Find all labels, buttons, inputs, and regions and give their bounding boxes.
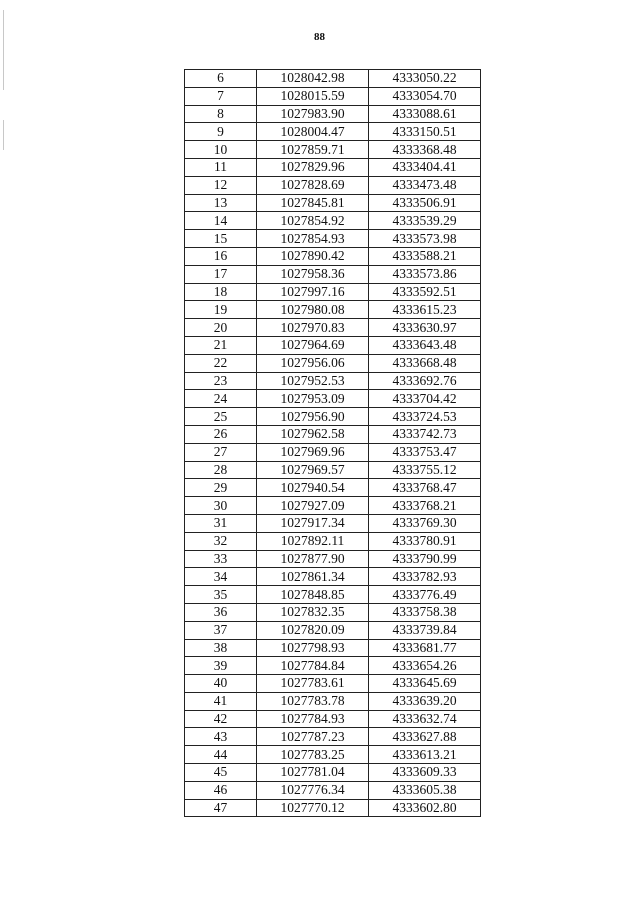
point-number-cell: 40: [185, 675, 257, 693]
point-number-cell: 29: [185, 479, 257, 497]
point-number-cell: 12: [185, 176, 257, 194]
table-row: [185, 497, 481, 515]
coordinates-table: [184, 69, 481, 817]
x-coordinate-cell: 1027770.12: [257, 799, 369, 817]
x-coordinate-cell: 1028004.47: [257, 123, 369, 141]
table-row: [185, 550, 481, 568]
point-number-cell: 28: [185, 461, 257, 479]
point-number-cell: 44: [185, 746, 257, 764]
y-coordinate-cell: 4333776.49: [369, 586, 481, 604]
table-row: [185, 158, 481, 176]
point-number-cell: 46: [185, 781, 257, 799]
x-coordinate-cell: 1027828.69: [257, 176, 369, 194]
y-coordinate-cell: 4333769.30: [369, 514, 481, 532]
x-coordinate-cell: 1027859.71: [257, 141, 369, 159]
y-coordinate-cell: 4333506.91: [369, 194, 481, 212]
y-coordinate-cell: 4333632.74: [369, 710, 481, 728]
point-number-cell: 30: [185, 497, 257, 515]
y-coordinate-cell: 4333755.12: [369, 461, 481, 479]
table-row: [185, 247, 481, 265]
y-coordinate-cell: 4333768.21: [369, 497, 481, 515]
table-row: [185, 639, 481, 657]
table-row: [185, 514, 481, 532]
x-coordinate-cell: 1027787.23: [257, 728, 369, 746]
table-row: [185, 87, 481, 105]
table-row: [185, 443, 481, 461]
table-row: [185, 390, 481, 408]
point-number-cell: 21: [185, 336, 257, 354]
x-coordinate-cell: 1027783.78: [257, 692, 369, 710]
x-coordinate-cell: 1027783.61: [257, 675, 369, 693]
table-row: [185, 799, 481, 817]
table-row: [185, 657, 481, 675]
x-coordinate-cell: 1027953.09: [257, 390, 369, 408]
y-coordinate-cell: 4333088.61: [369, 105, 481, 123]
table-row: [185, 301, 481, 319]
point-number-cell: 39: [185, 657, 257, 675]
table-row: [185, 319, 481, 337]
x-coordinate-cell: 1027854.93: [257, 230, 369, 248]
y-coordinate-cell: 4333790.99: [369, 550, 481, 568]
y-coordinate-cell: 4333573.98: [369, 230, 481, 248]
point-number-cell: 43: [185, 728, 257, 746]
table-row: [185, 141, 481, 159]
y-coordinate-cell: 4333609.33: [369, 764, 481, 782]
table-row: [185, 461, 481, 479]
table-row: [185, 105, 481, 123]
x-coordinate-cell: 1027854.92: [257, 212, 369, 230]
table-row: [185, 764, 481, 782]
point-number-cell: 32: [185, 532, 257, 550]
y-coordinate-cell: 4333780.91: [369, 532, 481, 550]
point-number-cell: 10: [185, 141, 257, 159]
y-coordinate-cell: 4333588.21: [369, 247, 481, 265]
x-coordinate-cell: 1027776.34: [257, 781, 369, 799]
point-number-cell: 34: [185, 568, 257, 586]
table-row: [185, 336, 481, 354]
point-number-cell: 13: [185, 194, 257, 212]
point-number-cell: 37: [185, 621, 257, 639]
x-coordinate-cell: 1027952.53: [257, 372, 369, 390]
scan-edge-mark-top: [3, 10, 4, 90]
y-coordinate-cell: 4333654.26: [369, 657, 481, 675]
point-number-cell: 16: [185, 247, 257, 265]
y-coordinate-cell: 4333054.70: [369, 87, 481, 105]
point-number-cell: 20: [185, 319, 257, 337]
y-coordinate-cell: 4333758.38: [369, 603, 481, 621]
y-coordinate-cell: 4333368.48: [369, 141, 481, 159]
x-coordinate-cell: 1027848.85: [257, 586, 369, 604]
y-coordinate-cell: 4333404.41: [369, 158, 481, 176]
y-coordinate-cell: 4333668.48: [369, 354, 481, 372]
x-coordinate-cell: 1027784.84: [257, 657, 369, 675]
x-coordinate-cell: 1027970.83: [257, 319, 369, 337]
x-coordinate-cell: 1027845.81: [257, 194, 369, 212]
scan-edge-mark-bottom: [3, 120, 4, 150]
y-coordinate-cell: 4333615.23: [369, 301, 481, 319]
x-coordinate-cell: 1027927.09: [257, 497, 369, 515]
table-row: [185, 532, 481, 550]
y-coordinate-cell: 4333704.42: [369, 390, 481, 408]
point-number-cell: 41: [185, 692, 257, 710]
table-row: [185, 568, 481, 586]
table-row: [185, 194, 481, 212]
y-coordinate-cell: 4333150.51: [369, 123, 481, 141]
table-row: [185, 230, 481, 248]
y-coordinate-cell: 4333645.69: [369, 675, 481, 693]
y-coordinate-cell: 4333753.47: [369, 443, 481, 461]
table-row: [185, 710, 481, 728]
point-number-cell: 15: [185, 230, 257, 248]
y-coordinate-cell: 4333627.88: [369, 728, 481, 746]
table-row: [185, 479, 481, 497]
y-coordinate-cell: 4333639.20: [369, 692, 481, 710]
x-coordinate-cell: 1027958.36: [257, 265, 369, 283]
point-number-cell: 22: [185, 354, 257, 372]
table-row: [185, 283, 481, 301]
x-coordinate-cell: 1027832.35: [257, 603, 369, 621]
x-coordinate-cell: 1028015.59: [257, 87, 369, 105]
point-number-cell: 35: [185, 586, 257, 604]
table-row: [185, 586, 481, 604]
x-coordinate-cell: 1027983.90: [257, 105, 369, 123]
point-number-cell: 27: [185, 443, 257, 461]
y-coordinate-cell: 4333630.97: [369, 319, 481, 337]
table-row: [185, 603, 481, 621]
y-coordinate-cell: 4333539.29: [369, 212, 481, 230]
y-coordinate-cell: 4333724.53: [369, 408, 481, 426]
y-coordinate-cell: 4333473.48: [369, 176, 481, 194]
x-coordinate-cell: 1027783.25: [257, 746, 369, 764]
coordinates-table-body: [185, 70, 481, 817]
table-row: [185, 728, 481, 746]
point-number-cell: 7: [185, 87, 257, 105]
table-row: [185, 123, 481, 141]
x-coordinate-cell: 1027980.08: [257, 301, 369, 319]
y-coordinate-cell: 4333681.77: [369, 639, 481, 657]
table-row: [185, 212, 481, 230]
x-coordinate-cell: 1027798.93: [257, 639, 369, 657]
table-row: [185, 621, 481, 639]
point-number-cell: 23: [185, 372, 257, 390]
point-number-cell: 6: [185, 70, 257, 88]
point-number-cell: 25: [185, 408, 257, 426]
table-row: [185, 265, 481, 283]
y-coordinate-cell: 4333050.22: [369, 70, 481, 88]
x-coordinate-cell: 1027969.96: [257, 443, 369, 461]
x-coordinate-cell: 1027890.42: [257, 247, 369, 265]
y-coordinate-cell: 4333742.73: [369, 425, 481, 443]
table-row: [185, 675, 481, 693]
x-coordinate-cell: 1027964.69: [257, 336, 369, 354]
point-number-cell: 36: [185, 603, 257, 621]
point-number-cell: 14: [185, 212, 257, 230]
x-coordinate-cell: 1027940.54: [257, 479, 369, 497]
table-row: [185, 781, 481, 799]
y-coordinate-cell: 4333613.21: [369, 746, 481, 764]
point-number-cell: 18: [185, 283, 257, 301]
point-number-cell: 47: [185, 799, 257, 817]
x-coordinate-cell: 1027917.34: [257, 514, 369, 532]
point-number-cell: 17: [185, 265, 257, 283]
point-number-cell: 8: [185, 105, 257, 123]
point-number-cell: 42: [185, 710, 257, 728]
table-row: [185, 746, 481, 764]
x-coordinate-cell: 1027820.09: [257, 621, 369, 639]
y-coordinate-cell: 4333592.51: [369, 283, 481, 301]
y-coordinate-cell: 4333602.80: [369, 799, 481, 817]
point-number-cell: 26: [185, 425, 257, 443]
x-coordinate-cell: 1027962.58: [257, 425, 369, 443]
point-number-cell: 9: [185, 123, 257, 141]
table-row: [185, 354, 481, 372]
point-number-cell: 11: [185, 158, 257, 176]
x-coordinate-cell: 1027956.06: [257, 354, 369, 372]
y-coordinate-cell: 4333739.84: [369, 621, 481, 639]
point-number-cell: 38: [185, 639, 257, 657]
y-coordinate-cell: 4333692.76: [369, 372, 481, 390]
point-number-cell: 33: [185, 550, 257, 568]
point-number-cell: 19: [185, 301, 257, 319]
y-coordinate-cell: 4333573.86: [369, 265, 481, 283]
x-coordinate-cell: 1027892.11: [257, 532, 369, 550]
table-row: [185, 372, 481, 390]
page-number: 88: [314, 31, 325, 43]
x-coordinate-cell: 1027829.96: [257, 158, 369, 176]
x-coordinate-cell: 1027997.16: [257, 283, 369, 301]
y-coordinate-cell: 4333782.93: [369, 568, 481, 586]
table-row: [185, 70, 481, 88]
x-coordinate-cell: 1027969.57: [257, 461, 369, 479]
x-coordinate-cell: 1027781.04: [257, 764, 369, 782]
table-row: [185, 425, 481, 443]
x-coordinate-cell: 1028042.98: [257, 70, 369, 88]
x-coordinate-cell: 1027861.34: [257, 568, 369, 586]
table-row: [185, 408, 481, 426]
point-number-cell: 45: [185, 764, 257, 782]
y-coordinate-cell: 4333605.38: [369, 781, 481, 799]
table-row: [185, 692, 481, 710]
x-coordinate-cell: 1027877.90: [257, 550, 369, 568]
x-coordinate-cell: 1027956.90: [257, 408, 369, 426]
y-coordinate-cell: 4333643.48: [369, 336, 481, 354]
point-number-cell: 24: [185, 390, 257, 408]
x-coordinate-cell: 1027784.93: [257, 710, 369, 728]
table-row: [185, 176, 481, 194]
y-coordinate-cell: 4333768.47: [369, 479, 481, 497]
point-number-cell: 31: [185, 514, 257, 532]
